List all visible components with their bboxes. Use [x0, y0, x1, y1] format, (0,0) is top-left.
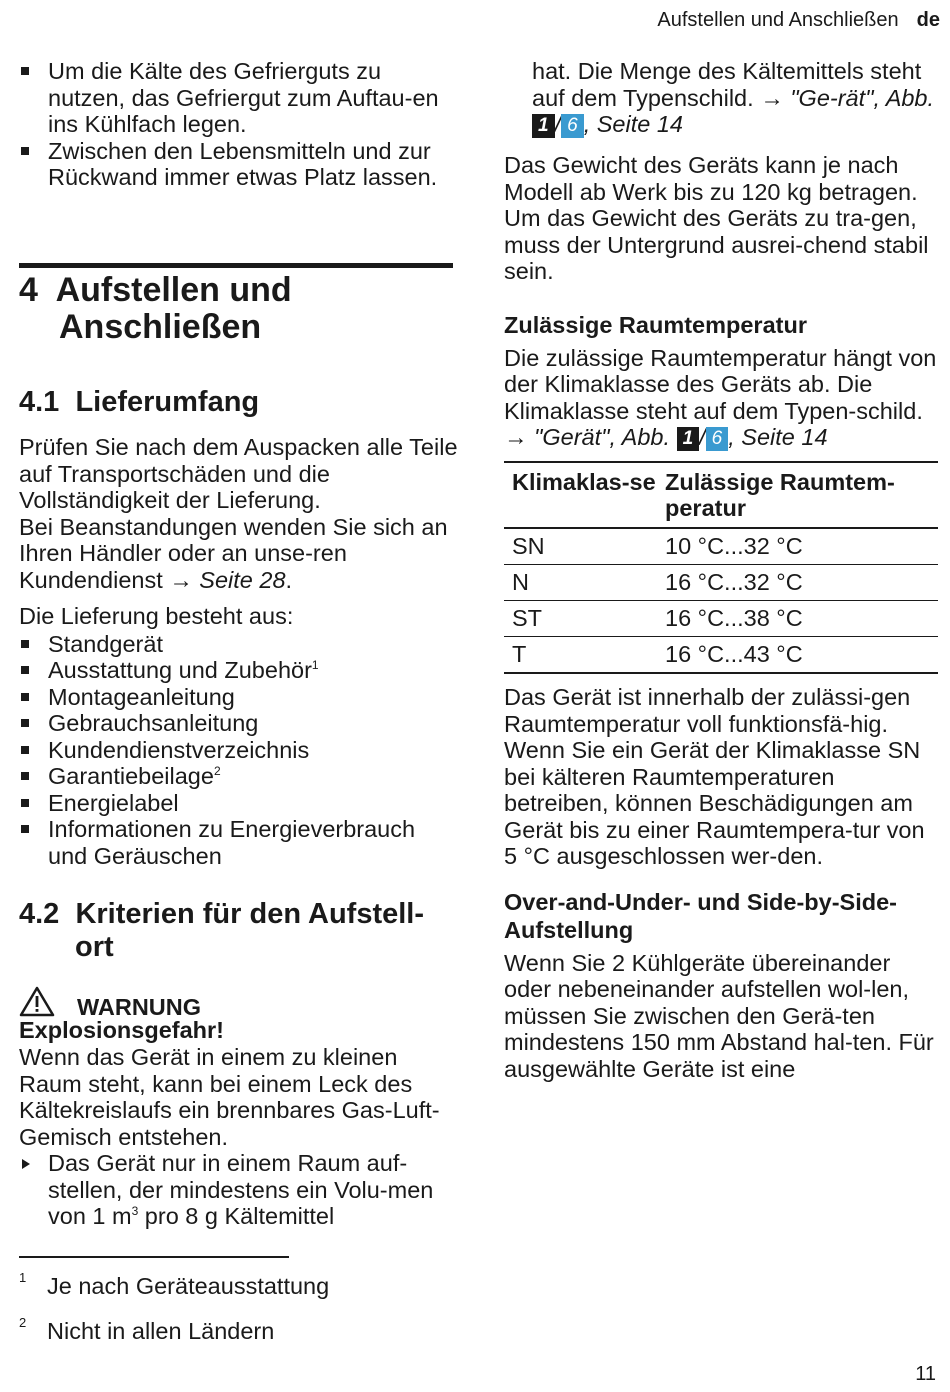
- footnote-ref[interactable]: 1: [311, 658, 319, 673]
- table-header-row: [504, 462, 938, 528]
- bullet-icon: [21, 825, 29, 833]
- list-item: Gebrauchsanleitung: [19, 710, 459, 737]
- bullet-icon: [21, 693, 29, 701]
- delivery-list: [19, 631, 459, 870]
- paragraph: Prüfen Sie nach dem Auspacken alle Teile auf Transportschäden und die Vollständigkeit der Lieferung.: [19, 434, 458, 513]
- bullet-icon: [21, 67, 29, 75]
- table-cell: ST: [504, 601, 657, 637]
- footnote-rule: [19, 1256, 289, 1258]
- subheading-over-under: Over-and-Under- und Side-by-Side-Aufstellung: [504, 888, 897, 943]
- figure-reference[interactable]: "Ge-rät", Abb. 1 / 6 , Seite 14: [532, 85, 934, 138]
- table-cell: 16 °C...43 °C: [657, 637, 938, 674]
- table-cell: SN: [504, 528, 657, 565]
- footnote-2: 2 Nicht in allen Ländern: [19, 1315, 275, 1344]
- bullet-icon: [21, 746, 29, 754]
- table-row: [504, 637, 938, 674]
- list-item: Zwischen den Lebensmitteln und zur Rückwand immer etwas Platz lassen.: [19, 138, 459, 191]
- column-header: Klimaklas-se: [504, 462, 657, 528]
- chapter-number: 4: [19, 271, 38, 309]
- figure-badge: 1: [532, 114, 555, 138]
- warning-label: WARNUNG: [77, 994, 202, 1020]
- step-arrow-icon: [22, 1159, 30, 1169]
- warning-triangle-icon: [19, 986, 55, 1017]
- bullet-icon: [21, 640, 29, 648]
- list-item: Standgerät: [19, 631, 459, 658]
- running-header: [657, 8, 940, 32]
- bullet-icon: [21, 719, 29, 727]
- list-item: Garantiebeilage$^2$: [19, 763, 459, 790]
- header-lang: de: [916, 9, 940, 31]
- table-cell: 10 °C...32 °C: [657, 528, 938, 565]
- table-cell: 16 °C...32 °C: [657, 565, 938, 601]
- section-4-1-body: [19, 434, 459, 869]
- paragraph: Wenn Sie 2 Kühlgeräte übereinander oder nebeneinander aufstellen wol-len, müssen Sie zwischen den Gerä-ten mindestens 150 mm Abstand hal-ten. Für ausgewählte Geräte ist eine: [504, 949, 934, 1082]
- paragraph: Die zulässige Raumtemperatur hängt von der Klimaklasse des Geräts ab. Die Klimaklasse steht auf dem Typen-schild. → "Gerät", Abb. 1 / 6 , Seite 14: [504, 344, 937, 450]
- chapter-title-line1: 4 Aufstellen und: [19, 271, 292, 309]
- table-row: [504, 601, 938, 637]
- page-number: 11: [915, 1363, 936, 1385]
- intro-bullet-list: [19, 58, 459, 191]
- table-cell: 16 °C...38 °C: [657, 601, 938, 637]
- header-section: Aufstellen und Anschließen: [657, 9, 899, 31]
- chapter-title-line2: Anschließen: [59, 308, 262, 346]
- figure-badge: 6: [561, 114, 584, 138]
- section-4-1-heading: 4.1 Lieferumfang: [19, 386, 260, 418]
- section-4-2-heading: 4.2 Kriterien für den Aufstell- ort: [19, 898, 425, 963]
- chapter-rule: [19, 263, 453, 268]
- warning-block: [19, 986, 459, 1230]
- arrow-icon: →: [760, 84, 784, 111]
- paragraph: Das Gerät ist innerhalb der zulässi-gen Raumtemperatur voll funktionsfä-hig.: [504, 684, 911, 737]
- subheading-room-temp: Zulässige Raumtemperatur: [504, 311, 807, 338]
- figure-badge: 6: [706, 427, 729, 451]
- paragraph: Das Gewicht des Geräts kann je nach Modell ab Werk bis zu 120 kg betragen.: [504, 152, 918, 205]
- paragraph: Um das Gewicht des Geräts zu tra-gen, muss der Untergrund ausrei-chend stabil sein.: [504, 205, 929, 284]
- bullet-icon: [21, 772, 29, 780]
- figure-reference[interactable]: "Gerät", Abb. 1 / 6 , Seite 14: [534, 424, 828, 450]
- instruction-step: Das Gerät nur in einem Raum auf-stellen, der mindestens ein Volu-men von 1 $m^3$ pro 8 g Kältemittel: [19, 1150, 459, 1230]
- list-item: Um die Kälte des Gefrierguts zu nutzen, das Gefriergut zum Auftau-en ins Kühlfach legen.: [19, 58, 459, 138]
- list-item: Ausstattung und Zubehör$^1$: [19, 657, 459, 684]
- warning-text: Wenn das Gerät in einem zu kleinen Raum steht, kann bei einem Leck des Kältekreislaufs ein brennbares Gas-Luft-Gemisch entstehen.: [19, 1044, 440, 1150]
- list-item: Montageanleitung: [19, 684, 459, 711]
- paragraph: Wenn Sie ein Gerät der Klimaklasse SN bei kälteren Raumtemperaturen betreiben, können Beschädigungen am Gerät bis zu einer Raumtempera-tur von 5 °C ausgeschlossen wer-den.: [504, 737, 925, 869]
- footnote-1: 1 Je nach Geräteausstattung: [19, 1270, 330, 1299]
- climate-class-table: [504, 461, 938, 674]
- figure-badge: 1: [677, 427, 700, 451]
- list-item: Energielabel: [19, 790, 459, 817]
- list-item: Informationen zu Energieverbrauch und Geräuschen: [19, 816, 459, 869]
- step-continuation: hat. Die Menge des Kältemittels steht auf dem Typenschild. → "Ge-rät", Abb. 1 / 6 , Seite 14: [532, 58, 935, 137]
- arrow-icon: →: [169, 566, 193, 593]
- table-cell: T: [504, 637, 657, 674]
- bullet-icon: [21, 666, 29, 674]
- paragraph: Bei Beanstandungen wenden Sie sich an Ihren Händler oder an unse-ren Kundendienst → Seite 28.: [19, 513, 448, 593]
- table-cell: N: [504, 565, 657, 601]
- footnote-ref[interactable]: 2: [213, 764, 221, 779]
- page-reference[interactable]: Seite 28: [199, 566, 286, 593]
- bullet-icon: [21, 799, 29, 807]
- arrow-icon: →: [504, 424, 528, 450]
- bullet-icon: [21, 147, 29, 155]
- column-header: Zulässige Raumtem-peratur: [657, 462, 938, 528]
- list-item: Kundendienstverzeichnis: [19, 737, 459, 764]
- warning-title: Explosionsgefahr!: [19, 1017, 225, 1043]
- list-intro: Die Lieferung besteht aus:: [19, 603, 294, 629]
- right-column: [504, 58, 938, 1082]
- chapter-heading: [19, 272, 459, 346]
- table-row: [504, 528, 938, 565]
- table-row: [504, 565, 938, 601]
